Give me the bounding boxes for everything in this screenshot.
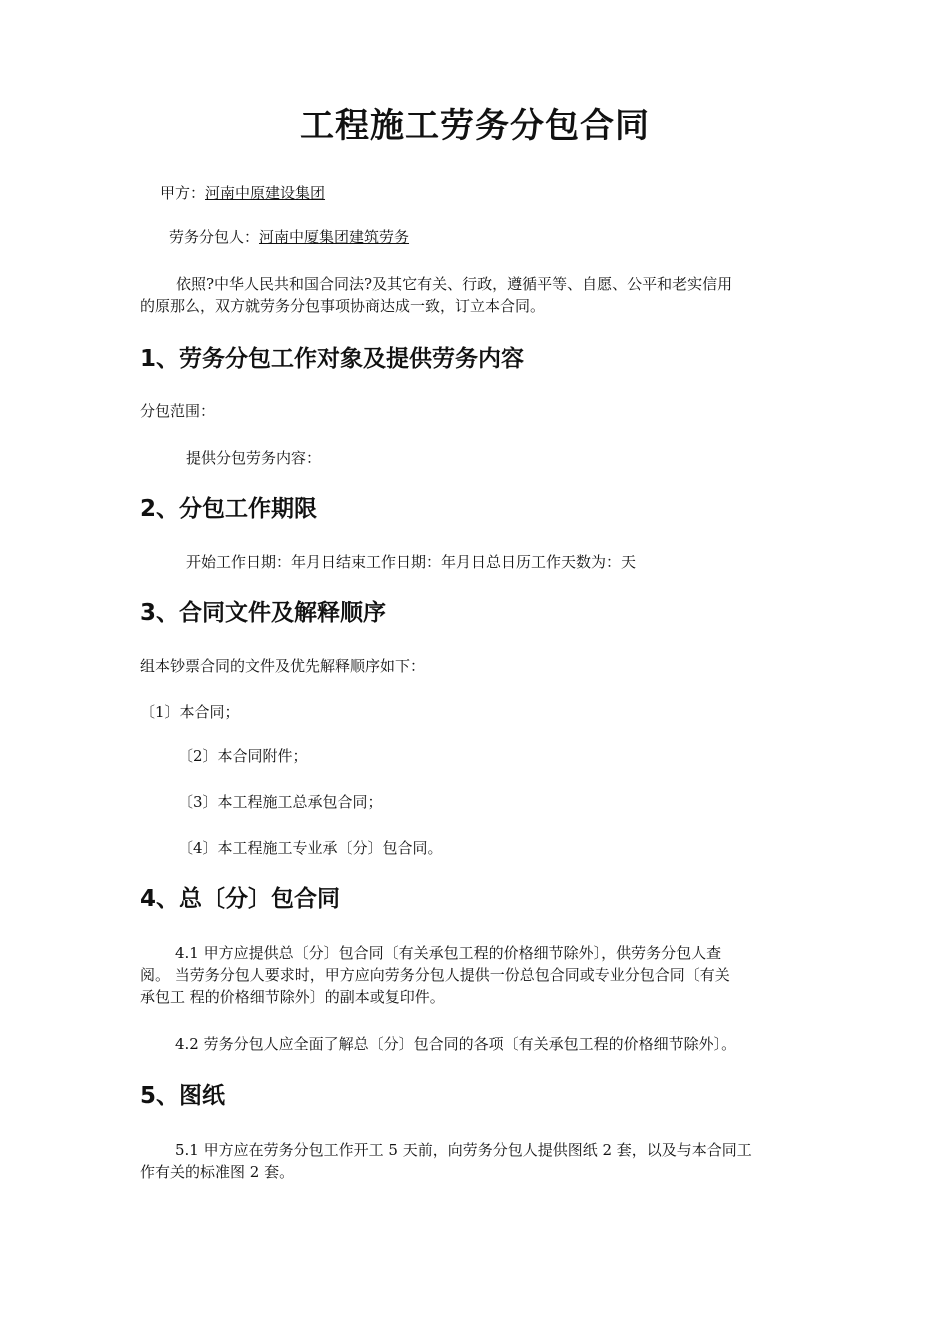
section-3-heading: 3、合同文件及解释顺序 (140, 600, 387, 626)
party-a-value: 河南中原建设集团 (205, 184, 326, 202)
clause-4-2: 4.2 劳务分包人应全面了解总〔分〕包合同的各项〔有关承包工程的价格细节除外〕。 (175, 1035, 737, 1053)
clause-5-1-line-1: 5.1 甲方应在劳务分包工作开工 5 天前，向劳务分包人提供图纸 2 套，以及与本合同工 (175, 1141, 752, 1159)
party-a-label: 甲方： (160, 184, 206, 202)
clause-5-1-line-2: 作有关的标准图 2 套。 (140, 1163, 295, 1181)
clause-4-1-line-3: 承包工 程的价格细节除外〕的副本或复印件。 (140, 988, 445, 1006)
order-item-2: 〔2〕本合同附件； (178, 747, 308, 765)
section-5-heading: 5、图纸 (140, 1083, 226, 1109)
section-1-heading: 1、劳务分包工作对象及提供劳务内容 (140, 346, 525, 372)
content-label: 提供分包劳务内容： (186, 449, 322, 467)
party-b-label: 劳务分包人： (169, 228, 260, 246)
party-a-line (160, 182, 325, 204)
order-intro: 组本钞票合同的文件及优先解释顺序如下： (140, 657, 426, 675)
period-line: 开始工作日期：年月日结束工作日期：年月日总日历工作天数为：天 (186, 553, 637, 571)
clause-4-1-line-1: 4.1 甲方应提供总〔分〕包合同〔有关承包工程的价格细节除外〕，供劳务分包人查 (175, 944, 722, 962)
contract-title: 工程施工劳务分包合同 (300, 106, 650, 146)
party-b-line (169, 226, 409, 248)
intro-line-1: 依照?中华人民共和国合同法?及其它有关、行政，遵循平等、自愿、公平和老实信用 (176, 275, 733, 293)
section-4-heading: 4、总〔分〕包合同 (140, 886, 341, 912)
clause-4-1-line-2: 阅。 当劳务分包人要求时，甲方应向劳务分包人提供一份总包合同或专业分包合同〔有关 (140, 966, 730, 984)
scope-label: 分包范围： (140, 402, 216, 420)
section-2-heading: 2、分包工作期限 (140, 496, 318, 522)
order-item-4: 〔4〕本工程施工专业承〔分〕包合同。 (178, 839, 443, 857)
order-item-3: 〔3〕本工程施工总承包合同； (178, 793, 383, 811)
party-b-value: 河南中厦集团建筑劳务 (259, 228, 410, 246)
order-item-1: 〔1〕本合同； (140, 703, 240, 721)
intro-line-2: 的原那么，双方就劳务分包事项协商达成一致，订立本合同。 (140, 297, 546, 315)
